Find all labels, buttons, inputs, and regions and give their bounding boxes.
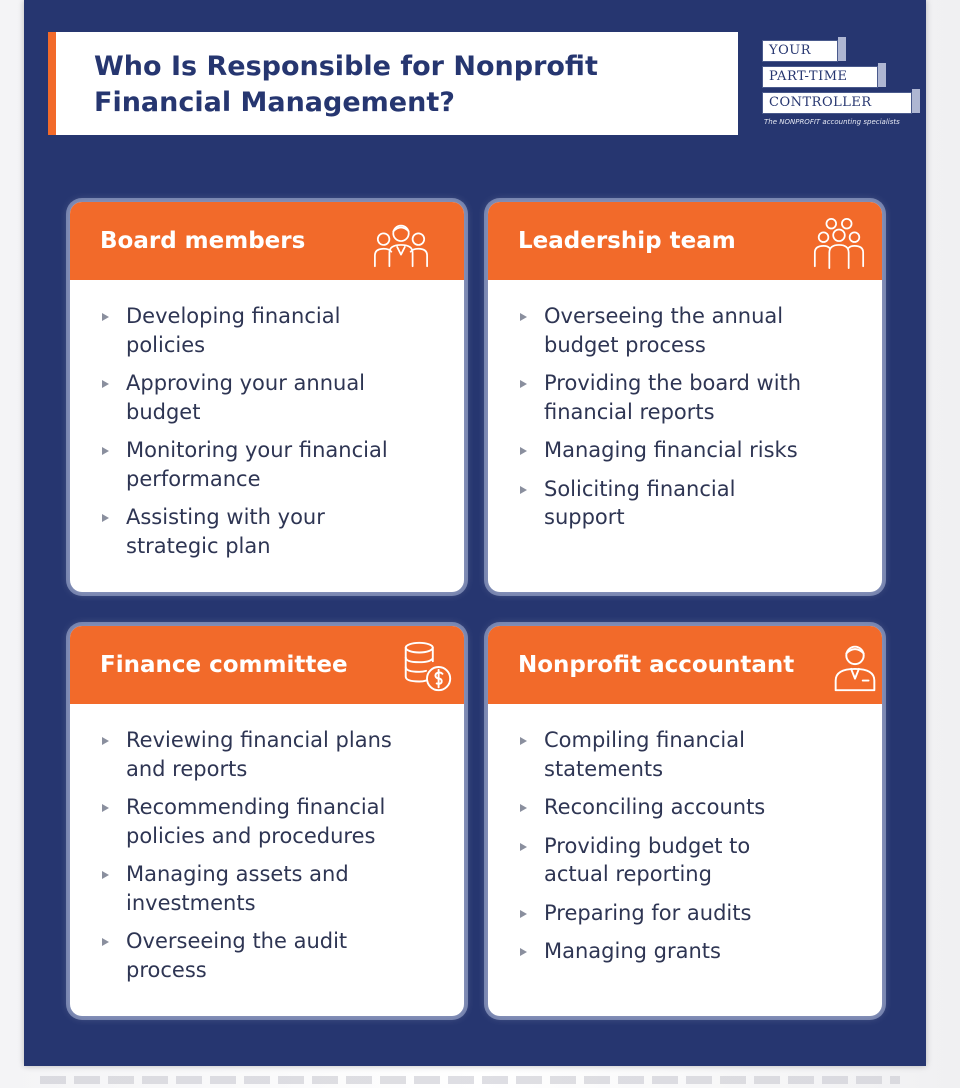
list-item-text: Approving your annual budget <box>126 371 366 424</box>
card-header <box>488 202 882 280</box>
list-item-text: Preparing for audits <box>544 900 752 925</box>
list-item <box>102 436 444 493</box>
bullet-icon <box>102 938 109 946</box>
bullet-icon <box>520 910 527 918</box>
list-item <box>102 927 444 984</box>
bullet-icon <box>520 447 527 455</box>
page-title <box>94 49 694 121</box>
list-item-text: Developing financial policies <box>126 304 341 357</box>
list-item-text: Overseeing the annual budget process <box>544 304 784 357</box>
accountant-icon <box>826 638 882 696</box>
list-item <box>102 503 444 560</box>
list-item <box>520 302 862 359</box>
list-item <box>520 832 862 889</box>
card-body <box>70 280 464 560</box>
list-item-text: Reconciling accounts <box>544 795 766 819</box>
list-item <box>102 726 444 783</box>
bullet-icon <box>102 313 109 321</box>
card-finance-committee <box>70 626 464 1016</box>
bullet-icon <box>102 514 109 522</box>
logo-line-1: YOUR <box>762 40 838 62</box>
card-header <box>70 626 464 704</box>
list-item-text: Managing financial risks <box>544 438 798 462</box>
bullet-icon <box>520 843 527 851</box>
list-item-text: Providing budget to actual reporting <box>544 833 751 886</box>
logo-line-2: PART-TIME <box>762 66 878 88</box>
list-item <box>102 793 444 850</box>
card-header <box>488 626 882 704</box>
list-item-text: Reviewing financial plans and reports <box>126 728 392 781</box>
list-item-text: Managing assets and investments <box>126 862 349 915</box>
list-item <box>520 369 862 426</box>
bullet-icon <box>102 447 109 455</box>
list-item-text: Recommending financial policies and procedures <box>126 795 386 848</box>
bullet-icon <box>520 380 527 388</box>
logo-tagline: The NONPROFIT accounting specialists <box>764 118 900 126</box>
card-leadership-team <box>488 202 882 592</box>
list-item <box>102 369 444 426</box>
title-line-2: Financial Management? <box>94 87 455 118</box>
team-icon <box>810 214 868 272</box>
logo-line-3: CONTROLLER <box>762 92 912 114</box>
card-body <box>488 704 882 966</box>
bullet-icon <box>102 871 109 879</box>
list-item-text: Soliciting financial support <box>544 476 736 529</box>
list-item <box>520 899 862 928</box>
bullet-icon <box>520 804 527 812</box>
list-item <box>520 937 862 966</box>
card-nonprofit-accountant <box>488 626 882 1016</box>
card-board-members <box>70 202 464 592</box>
coins-dollar-icon <box>398 638 456 696</box>
card-header <box>70 202 464 280</box>
title-banner <box>48 32 738 135</box>
card-title: Finance committee <box>100 652 348 678</box>
bullet-icon <box>102 737 109 745</box>
list-item-text: Assisting with your strategic plan <box>126 505 325 558</box>
list-item <box>520 475 862 532</box>
list-item <box>102 302 444 359</box>
title-line-1: Who Is Responsible for Nonprofit <box>94 51 598 82</box>
people-group-icon <box>372 214 430 272</box>
card-title: Nonprofit accountant <box>518 652 795 678</box>
bullet-icon <box>520 737 527 745</box>
list-item <box>520 436 862 465</box>
card-body <box>488 280 882 532</box>
list-item-text: Compiling financial statements <box>544 728 745 781</box>
list-item <box>520 793 862 822</box>
bullet-icon <box>102 804 109 812</box>
list-item-text: Overseeing the audit process <box>126 929 348 982</box>
card-title: Board members <box>100 228 306 254</box>
card-title: Leadership team <box>518 228 736 254</box>
list-item-text: Monitoring your financial performance <box>126 438 388 491</box>
bullet-icon <box>102 380 109 388</box>
list-item <box>520 726 862 783</box>
bottom-caption-strip <box>40 1076 900 1084</box>
bullet-icon <box>520 486 527 494</box>
navy-panel <box>24 0 926 1066</box>
list-item <box>102 860 444 917</box>
bullet-icon <box>520 948 527 956</box>
card-body <box>70 704 464 984</box>
company-logo <box>762 36 927 132</box>
list-item-text: Providing the board with financial reports <box>544 371 802 424</box>
list-item-text: Managing grants <box>544 939 721 963</box>
bullet-icon <box>520 313 527 321</box>
